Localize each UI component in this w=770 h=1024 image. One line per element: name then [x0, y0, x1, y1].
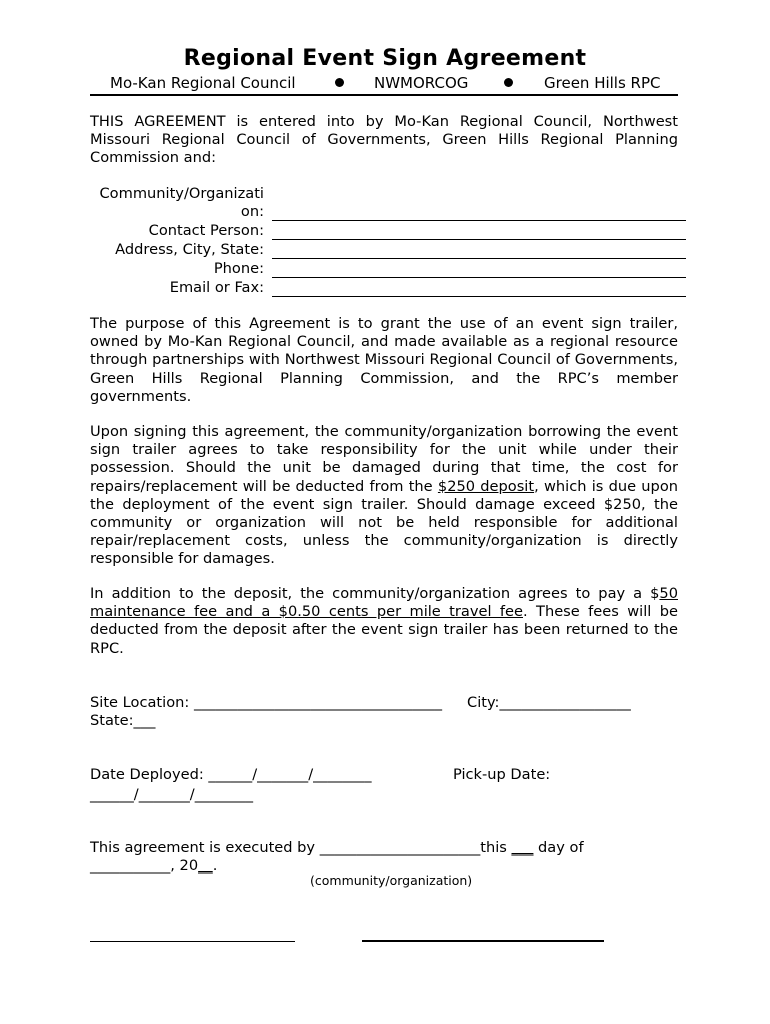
signature-line-left[interactable] — [90, 941, 295, 942]
intro-paragraph: THIS AGREEMENT is entered into by Mo-Kan Regional Council, Northwest Missouri Regional Council of Governments, Green Hills Regional Planning Commission and: — [90, 113, 678, 167]
address-label: Address, City, State: — [115, 241, 264, 258]
community-field[interactable] — [272, 220, 686, 221]
state-field[interactable]: State:___ — [90, 712, 156, 729]
address-field[interactable] — [272, 258, 686, 259]
city-field[interactable]: City:__________________ — [467, 694, 631, 711]
community-caption: (community/organization) — [310, 873, 473, 888]
org-green-hills: Green Hills RPC — [544, 74, 661, 92]
phone-label: Phone: — [213, 260, 264, 277]
execution-line: This agreement is executed by ______________________this ___ day of — [90, 839, 584, 856]
deposit-amount: $250 deposit — [437, 477, 535, 495]
organizations-header — [90, 72, 678, 96]
email-field[interactable] — [272, 296, 686, 297]
date-deployed-field[interactable]: Date Deployed: ______/_______/________ — [90, 766, 372, 783]
org-mo-kan: Mo-Kan Regional Council — [110, 74, 296, 92]
responsibility-paragraph: Upon signing this agreement, the community/organization borrowing the event sign trailer agrees to take responsibility for the unit while under their possession. Should the unit be damaged during that time, the cost for repairs/replacement will be deducted from the $250 deposit, which is due upon the deployment of the event sign trailer. Should damage exceed $250, the community or organization will not be held responsible for additional repair/replacement costs, unless the community/organization is directly responsible for damages. — [90, 423, 678, 568]
site-location-field[interactable]: Site Location: __________________________________ — [90, 694, 443, 711]
phone-field[interactable] — [272, 277, 686, 278]
pickup-date-field[interactable]: ______/_______/________ — [90, 786, 254, 803]
org-nwmorcog: NWMORCOG — [374, 74, 469, 92]
contact-label: Contact Person: — [148, 222, 264, 239]
fees-paragraph: In addition to the deposit, the community/organization agrees to pay a $50 maintenance fee and a $0.50 cents per mile travel fee. These fees will be deducted from the deposit after the event sign trailer has been returned to the RPC. — [90, 585, 678, 657]
community-label: Community/Organizati on: — [99, 185, 264, 221]
bullet-icon — [504, 78, 513, 87]
pickup-date-label: Pick-up Date: — [453, 766, 551, 783]
execution-date-line: ___________, 20__. — [90, 857, 218, 874]
fee-terms: 50 maintenance fee and a $0.50 cents per mile travel fee — [90, 585, 678, 621]
purpose-paragraph: The purpose of this Agreement is to grant the use of an event sign trailer, owned by Mo-Kan Regional Council, and made available as a regional resource through partnerships with Northwest Missouri Regional Council of Governments, Green Hills Regional Planning Commission, and the RPC’s member governments. — [90, 315, 678, 405]
signature-line-right[interactable] — [362, 940, 604, 942]
bullet-icon — [335, 78, 344, 87]
email-label: Email or Fax: — [169, 279, 264, 296]
contact-field[interactable] — [272, 239, 686, 240]
page-title: Regional Event Sign Agreement — [183, 46, 587, 71]
